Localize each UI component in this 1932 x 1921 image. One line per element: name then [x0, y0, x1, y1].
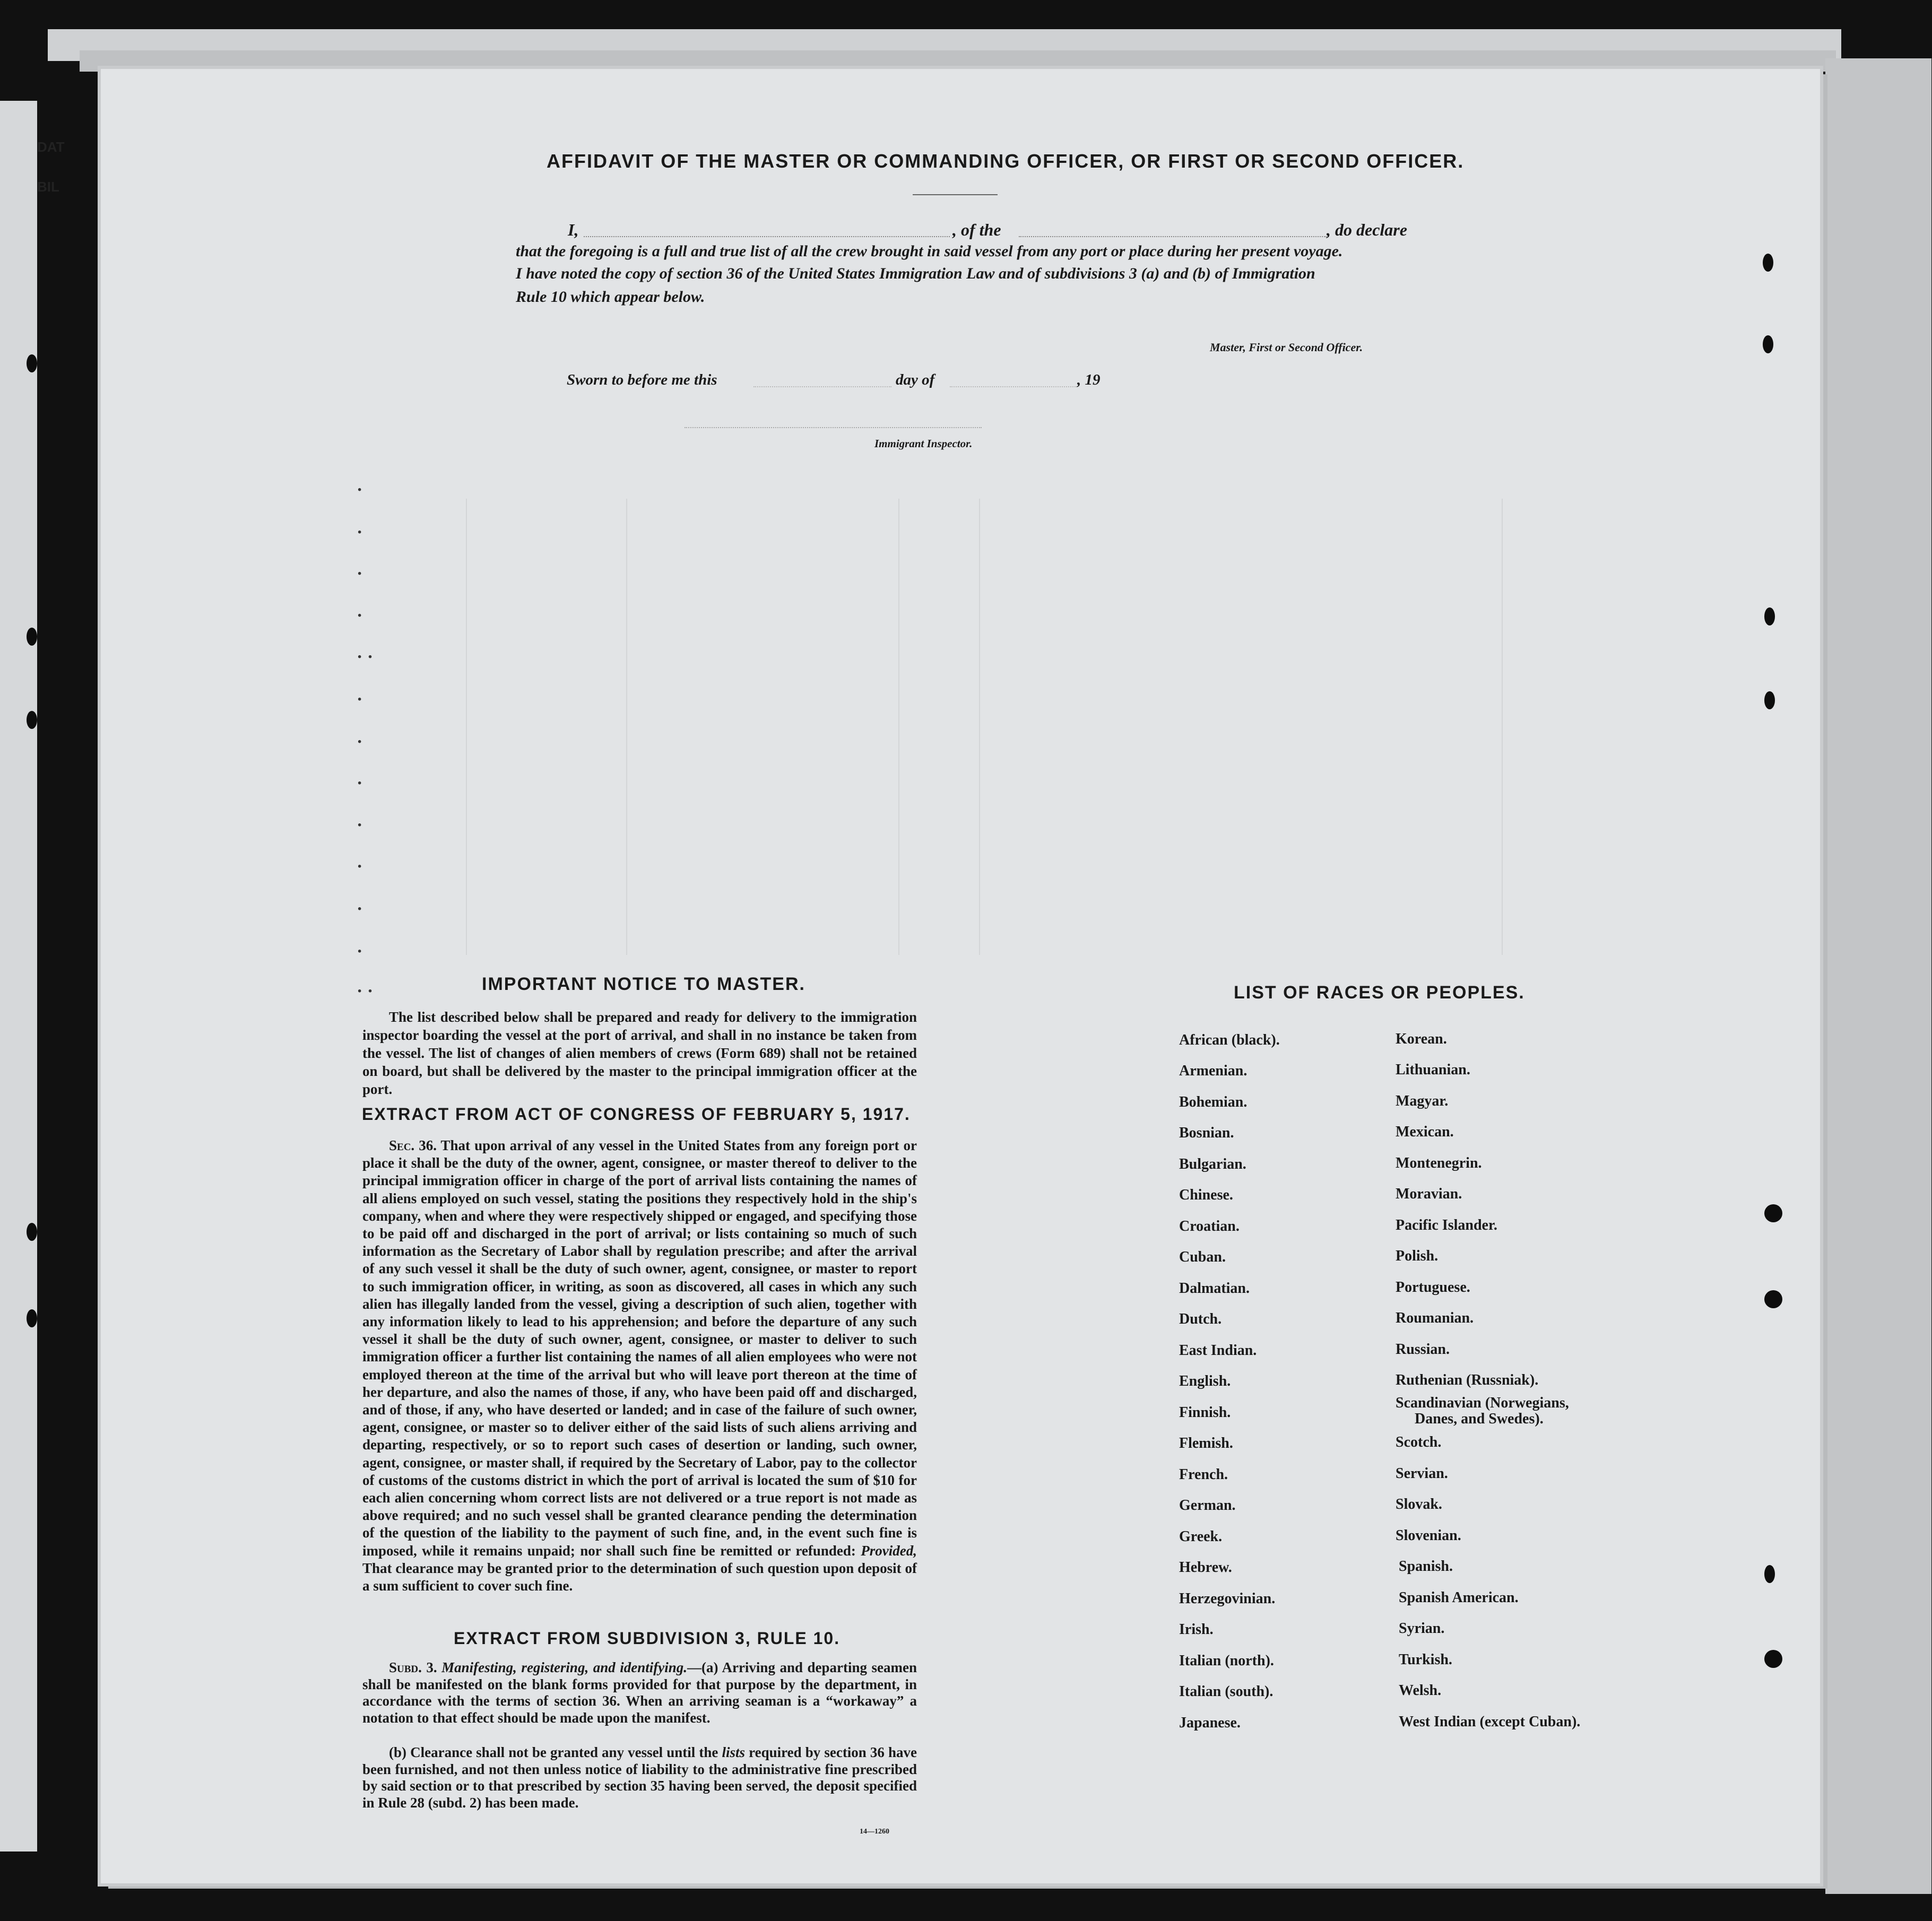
leader-dot: · — [357, 942, 363, 961]
race-right: Portuguese. — [1396, 1279, 1470, 1296]
race-left: Bohemian. — [1179, 1094, 1247, 1110]
race-left: Greek. — [1179, 1528, 1223, 1545]
race-left: English. — [1179, 1373, 1231, 1389]
sworn-day-field[interactable] — [753, 386, 891, 387]
list-column-rule-5 — [1502, 499, 1503, 955]
punch-hole — [1764, 1650, 1782, 1668]
leader-dot: · — [357, 732, 363, 752]
rule-para-b-pre: (b) Clearance shall not be granted any vessel until the — [389, 1744, 718, 1760]
punch-hole — [1764, 1204, 1782, 1222]
list-column-rule-2 — [626, 499, 627, 955]
notice-title: IMPORTANT NOTICE TO MASTER. — [482, 974, 805, 994]
master-signature-label: Master, First or Second Officer. — [1210, 341, 1363, 354]
race-right: Lithuanian. — [1396, 1062, 1470, 1078]
rule-para-a-text: —(a) Arriving and departing seamen shall be manifested on the blank forms provided for that purpose by the department, in accordance with the terms of section 36. When an arriving seaman is a “workaway” a notation to that effect should be made upon the manifest. — [362, 1659, 917, 1726]
leader-dot: · — [357, 690, 363, 709]
punch-hole — [27, 354, 37, 372]
race-left: Bosnian. — [1179, 1125, 1234, 1141]
race-right: Russian. — [1396, 1341, 1450, 1358]
list-column-rule-1 — [466, 499, 467, 955]
race-right: Spanish. — [1399, 1558, 1453, 1575]
race-right: Welsh. — [1399, 1682, 1442, 1699]
affidavit-line-2: that the foregoing is a full and true list of all the crew brought in said vessel from any port or place during her present voyage. — [516, 242, 1343, 260]
race-right: Mexican. — [1396, 1124, 1454, 1140]
leader-dot: · — [357, 523, 363, 542]
race-right: Pacific Islander. — [1396, 1217, 1497, 1233]
leader-dot: · — [357, 899, 363, 919]
race-left: Armenian. — [1179, 1063, 1247, 1079]
race-right: Scandinavian (Norwegians, — [1396, 1395, 1569, 1411]
race-right: Magyar. — [1396, 1093, 1449, 1109]
race-left: Croatian. — [1179, 1218, 1240, 1235]
year-label: , 19 — [1077, 371, 1101, 388]
race-right: Slovak. — [1396, 1496, 1442, 1513]
race-right: Ruthenian (Russniak). — [1396, 1372, 1539, 1388]
race-left: African (black). — [1179, 1032, 1280, 1048]
punch-hole — [27, 1309, 37, 1327]
race-left: Bulgarian. — [1179, 1156, 1246, 1172]
affidavit-i: I, — [568, 220, 579, 239]
rule-para-b — [362, 1744, 917, 1811]
act-section-text: That upon arrival of any vessel in the United States from any foreign port or place it shall be the duty of the owner, agent, consignee, or master thereof to deliver to the principal immigration officer in charge of the port of arrival lists containing the names of all aliens employed on such vessel, stating the positions they respectively hold in the ship's company, when and where they were respectively shipped or engaged, and specifying those to be paid off and discharged in the port of arrival; or lists containing so much of such information as the Secretary of Labor shall by regulation prescribe; and after the arrival of any such vessel it shall be the duty of such owner, agent, consignee, or master to report to such immigration officer, in writing, as soon as discovered, all cases in which any such alien has illegally landed from the vessel, giving a description of such alien, together with any information likely to lead to his apprehension; and before the departure of any such vessel it shall be the duty of such owner, agent, consignee, or master to deliver to such immigration officer a further list containing the names of all alien employees who were not employed thereon at the time of the arrival but who will leave port thereon at the time of her departure, and also the names of those, if any, who have been paid off and discharged, and of those, if any, who have deserted or landed; and in case of the failure of such owner, agent, consignee, or master so to deliver either of the said lists of such aliens arriving and departing, respectively, or so to report such cases of desertion or landing, such owner, agent, consignee, or master shall, if required by the Secretary of Labor, pay to the collector of customs of the customs district in which the port of arrival is located the sum of $10 for each alien concerning whom correct lists are not delivered or a true report is not made as above required; and no such vessel shall be granted clearance pending the determination of the question of the liability to the payment of such fine, and, in the event such fine is imposed, while it remains unpaid; nor shall such fine be remitted or refunded: — [362, 1137, 917, 1559]
race-right: Danes, and Swedes). — [1415, 1411, 1544, 1427]
race-left: Cuban. — [1179, 1249, 1226, 1265]
punch-hole — [1764, 1565, 1775, 1583]
inspector-signature-field[interactable] — [685, 427, 982, 428]
race-right: Turkish. — [1399, 1651, 1452, 1668]
affidavit-line-4: Rule 10 which appear below. — [516, 288, 705, 306]
leader-dot: · — [357, 815, 363, 835]
punch-hole — [1763, 335, 1773, 353]
affidavit-declare: , do declare — [1327, 220, 1407, 239]
race-left: Irish. — [1179, 1621, 1214, 1638]
affidavit-line-3: I have noted the copy of section 36 of the United States Immigration Law and of subdivisions 3 (a) and (b) of Immigration — [516, 265, 1315, 282]
race-right: Moravian. — [1396, 1186, 1462, 1202]
act-section-end: That clearance may be granted prior to the determination of such question upon deposit of a sum sufficient to cover such fine. — [362, 1560, 917, 1594]
inspector-label: Immigrant Inspector. — [874, 437, 973, 450]
rule-para-b-post: required by section 36 have been furnished, and not then unless notice of liability to the administrative fine prescribed by said section or to that prescribed by section 35 having been served, the deposit specified in Rule 28 (subd. 2) has been made. — [362, 1744, 917, 1811]
page-stack-top-2 — [80, 50, 1836, 72]
race-left: German. — [1179, 1497, 1236, 1514]
affidavit-of-the: , of the — [952, 220, 1001, 239]
race-right: Servian. — [1396, 1465, 1448, 1482]
punch-hole — [1764, 1290, 1782, 1308]
race-right: Polish. — [1396, 1248, 1439, 1264]
list-column-rule-3 — [898, 499, 899, 955]
sworn-month-field[interactable] — [950, 386, 1077, 387]
corner-text-2: BIL — [37, 179, 59, 195]
sworn-label: Sworn to before me this — [567, 371, 717, 388]
punch-hole — [1764, 607, 1775, 625]
punch-hole — [1763, 254, 1773, 272]
act-body — [362, 1137, 917, 1595]
race-left: Finnish. — [1179, 1404, 1231, 1421]
race-left: East Indian. — [1179, 1342, 1257, 1359]
race-left: Japanese. — [1179, 1715, 1241, 1731]
list-column-rule-4 — [979, 499, 980, 955]
race-left: Flemish. — [1179, 1435, 1233, 1451]
form-number: 14—1260 — [860, 1828, 889, 1836]
leader-dot: · — [357, 564, 363, 584]
day-of-label: day of — [896, 371, 935, 388]
race-left: Hebrew. — [1179, 1559, 1232, 1576]
race-left: Chinese. — [1179, 1187, 1233, 1203]
act-section-label: Sec. 36. — [389, 1137, 437, 1153]
rule-subd-heading: Manifesting, registering, and identifying. — [441, 1659, 687, 1675]
rule-title: EXTRACT FROM SUBDIVISION 3, RULE 10. — [454, 1629, 841, 1648]
leader-dot: · — [357, 857, 363, 876]
race-left: Dalmatian. — [1179, 1280, 1250, 1297]
leader-dot: · · — [357, 647, 374, 667]
punch-hole — [27, 628, 37, 646]
leader-dot: · — [357, 606, 363, 625]
leader-dot: · — [357, 480, 363, 500]
act-title: EXTRACT FROM ACT OF CONGRESS OF FEBRUARY 5, 1917. — [362, 1105, 911, 1124]
manifest-sheet — [101, 69, 1820, 1883]
notice-body: The list described below shall be prepared and ready for delivery to the immigration inspector boarding the vessel at the port of arrival, and shall in no instance be taken from the vessel. The list of changes of alien members of crews (Form 689) shall not be retained on board, but shall be delivered by the master to the principal immigration officer at the port. — [362, 1009, 917, 1097]
race-left: Italian (north). — [1179, 1653, 1274, 1669]
rule-para-a — [362, 1659, 917, 1726]
underlying-page-corner-text — [37, 139, 65, 195]
race-right: Montenegrin. — [1396, 1155, 1482, 1171]
race-right: Roumanian. — [1396, 1310, 1474, 1326]
vessel-name-field[interactable] — [1019, 236, 1327, 237]
race-left: Italian (south). — [1179, 1683, 1273, 1700]
affidavit-rule — [913, 194, 998, 195]
race-right: Spanish American. — [1399, 1589, 1519, 1606]
master-name-field[interactable] — [584, 236, 950, 237]
page-stack-right-edge — [1825, 58, 1931, 1894]
corner-text-1: DAT — [37, 139, 65, 155]
punch-hole — [1764, 691, 1775, 709]
punch-hole — [27, 711, 37, 729]
act-proviso: Provided, — [861, 1542, 917, 1559]
rule-subd-label: Subd. 3. — [389, 1659, 437, 1675]
race-right: Scotch. — [1396, 1434, 1442, 1450]
race-left: Dutch. — [1179, 1311, 1222, 1327]
race-right: Korean. — [1396, 1031, 1447, 1047]
affidavit-title: AFFIDAVIT OF THE MASTER OR COMMANDING OFFICER, OR FIRST OR SECOND OFFICER. — [547, 150, 1465, 172]
races-title: LIST OF RACES OR PEOPLES. — [1234, 983, 1525, 1003]
race-left: French. — [1179, 1466, 1228, 1483]
race-left: Herzegovinian. — [1179, 1590, 1276, 1607]
race-right: Slovenian. — [1396, 1527, 1461, 1544]
punch-hole — [27, 1223, 37, 1241]
leader-dot: · — [357, 773, 363, 793]
race-right: Syrian. — [1399, 1620, 1445, 1637]
rule-para-b-lists: lists — [722, 1744, 746, 1760]
race-right: West Indian (except Cuban). — [1399, 1714, 1581, 1730]
leader-dot: · · — [357, 981, 374, 1001]
